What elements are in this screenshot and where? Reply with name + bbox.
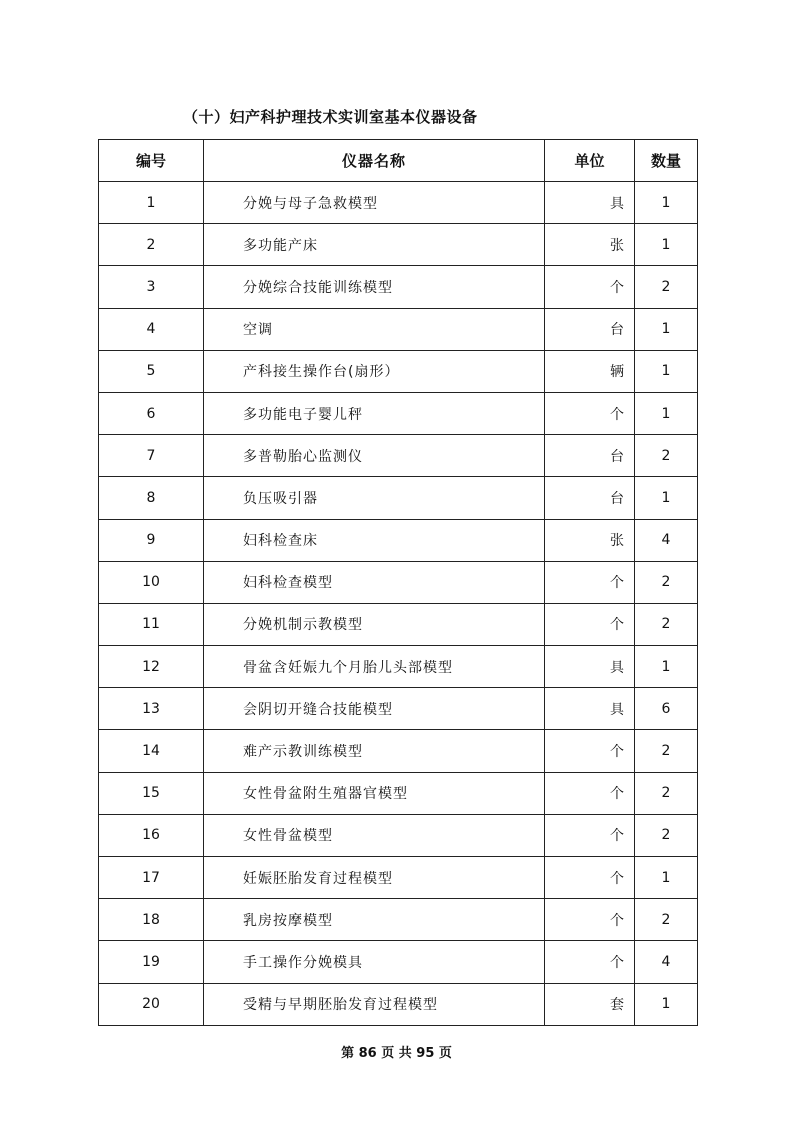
table-row — [99, 899, 698, 941]
cell-unit: 具 — [545, 182, 635, 224]
table-row — [99, 519, 698, 561]
table-row — [99, 182, 698, 224]
cell-num: 16 — [99, 814, 204, 856]
cell-name: 难产示教训练模型 — [204, 730, 545, 772]
cell-unit: 台 — [545, 477, 635, 519]
cell-qty: 1 — [635, 350, 698, 392]
cell-qty: 1 — [635, 477, 698, 519]
cell-name: 受精与早期胚胎发育过程模型 — [204, 983, 545, 1025]
cell-qty: 4 — [635, 941, 698, 983]
cell-unit: 台 — [545, 435, 635, 477]
cell-unit: 套 — [545, 983, 635, 1025]
cell-name: 分娩机制示教模型 — [204, 603, 545, 645]
cell-qty: 6 — [635, 688, 698, 730]
header-qty: 数量 — [635, 140, 698, 182]
cell-qty: 2 — [635, 561, 698, 603]
cell-num: 5 — [99, 350, 204, 392]
cell-name: 妇科检查床 — [204, 519, 545, 561]
cell-unit: 个 — [545, 561, 635, 603]
table-row — [99, 603, 698, 645]
cell-name: 多功能电子婴儿秤 — [204, 392, 545, 434]
table-row — [99, 857, 698, 899]
cell-name: 分娩综合技能训练模型 — [204, 266, 545, 308]
equipment-table — [98, 139, 698, 1026]
cell-qty: 1 — [635, 392, 698, 434]
cell-name: 手工操作分娩模具 — [204, 941, 545, 983]
cell-qty: 2 — [635, 266, 698, 308]
cell-num: 3 — [99, 266, 204, 308]
table-row — [99, 983, 698, 1025]
page-title: （十）妇产科护理技术实训室基本仪器设备 — [183, 108, 478, 126]
cell-unit: 个 — [545, 899, 635, 941]
cell-num: 2 — [99, 224, 204, 266]
table-row — [99, 435, 698, 477]
cell-name: 妊娠胚胎发育过程模型 — [204, 857, 545, 899]
cell-unit: 具 — [545, 646, 635, 688]
table-row — [99, 730, 698, 772]
cell-unit: 张 — [545, 224, 635, 266]
cell-num: 12 — [99, 646, 204, 688]
cell-name: 会阴切开缝合技能模型 — [204, 688, 545, 730]
cell-qty: 2 — [635, 772, 698, 814]
cell-unit: 辆 — [545, 350, 635, 392]
cell-num: 15 — [99, 772, 204, 814]
cell-num: 20 — [99, 983, 204, 1025]
cell-num: 7 — [99, 435, 204, 477]
cell-unit: 个 — [545, 392, 635, 434]
cell-num: 17 — [99, 857, 204, 899]
cell-qty: 1 — [635, 182, 698, 224]
header-unit: 单位 — [545, 140, 635, 182]
cell-unit: 个 — [545, 772, 635, 814]
cell-num: 11 — [99, 603, 204, 645]
table-row — [99, 561, 698, 603]
cell-unit: 具 — [545, 688, 635, 730]
cell-name: 乳房按摩模型 — [204, 899, 545, 941]
header-num: 编号 — [99, 140, 204, 182]
cell-num: 19 — [99, 941, 204, 983]
table-row — [99, 224, 698, 266]
cell-qty: 2 — [635, 730, 698, 772]
table-header-row — [99, 140, 698, 182]
table-row — [99, 814, 698, 856]
cell-name: 负压吸引器 — [204, 477, 545, 519]
cell-qty: 1 — [635, 308, 698, 350]
cell-name: 多功能产床 — [204, 224, 545, 266]
table-row — [99, 646, 698, 688]
cell-qty: 1 — [635, 224, 698, 266]
cell-num: 4 — [99, 308, 204, 350]
cell-num: 10 — [99, 561, 204, 603]
header-name: 仪器名称 — [204, 140, 545, 182]
cell-name: 空调 — [204, 308, 545, 350]
cell-unit: 个 — [545, 814, 635, 856]
cell-num: 18 — [99, 899, 204, 941]
table-row — [99, 772, 698, 814]
cell-num: 8 — [99, 477, 204, 519]
cell-name: 分娩与母子急救模型 — [204, 182, 545, 224]
cell-unit: 个 — [545, 857, 635, 899]
cell-qty: 2 — [635, 814, 698, 856]
cell-qty: 2 — [635, 899, 698, 941]
cell-unit: 个 — [545, 603, 635, 645]
cell-name: 女性骨盆附生殖器官模型 — [204, 772, 545, 814]
cell-qty: 1 — [635, 646, 698, 688]
cell-name: 骨盆含妊娠九个月胎儿头部模型 — [204, 646, 545, 688]
cell-num: 6 — [99, 392, 204, 434]
cell-num: 1 — [99, 182, 204, 224]
cell-unit: 张 — [545, 519, 635, 561]
table-row — [99, 308, 698, 350]
page-footer: 第 86 页 共 95 页 — [341, 1046, 452, 1061]
cell-unit: 个 — [545, 730, 635, 772]
table-row — [99, 392, 698, 434]
cell-unit: 台 — [545, 308, 635, 350]
table-row — [99, 688, 698, 730]
cell-qty: 2 — [635, 603, 698, 645]
cell-name: 产科接生操作台(扇形） — [204, 350, 545, 392]
cell-unit: 个 — [545, 941, 635, 983]
cell-name: 多普勒胎心监测仪 — [204, 435, 545, 477]
cell-qty: 2 — [635, 435, 698, 477]
table-row — [99, 941, 698, 983]
cell-qty: 1 — [635, 857, 698, 899]
table-row — [99, 477, 698, 519]
table-row — [99, 350, 698, 392]
cell-num: 13 — [99, 688, 204, 730]
cell-name: 妇科检查模型 — [204, 561, 545, 603]
cell-unit: 个 — [545, 266, 635, 308]
table-row — [99, 266, 698, 308]
cell-qty: 1 — [635, 983, 698, 1025]
cell-num: 14 — [99, 730, 204, 772]
cell-qty: 4 — [635, 519, 698, 561]
cell-num: 9 — [99, 519, 204, 561]
cell-name: 女性骨盆模型 — [204, 814, 545, 856]
